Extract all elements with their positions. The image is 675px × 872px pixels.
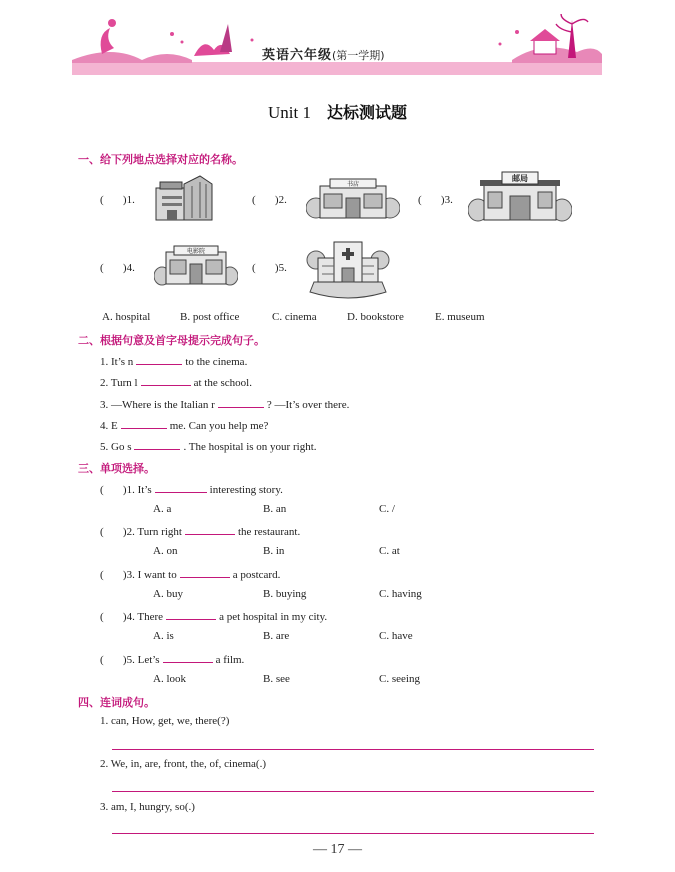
bookstore-building-image bbox=[306, 176, 400, 220]
fill-blank-4[interactable] bbox=[121, 418, 167, 429]
fill-blank-5[interactable] bbox=[134, 439, 180, 450]
mc-blank-3[interactable] bbox=[180, 567, 230, 578]
answer-blank-1[interactable]: ( )1. bbox=[100, 194, 135, 206]
mc-1-option-b: B. an bbox=[263, 503, 287, 515]
option-a: A. hospital bbox=[102, 311, 151, 323]
answer-line-1[interactable] bbox=[112, 749, 594, 750]
cinema-building-image bbox=[154, 244, 238, 286]
option-c: C. cinema bbox=[272, 311, 317, 323]
mc-blank-2[interactable] bbox=[185, 524, 235, 535]
mc-4-option-a: A. is bbox=[153, 630, 174, 642]
section-4-heading: 四、连词成句。 bbox=[78, 696, 155, 709]
mc-4-option-b: B. are bbox=[263, 630, 290, 642]
fill-sentence-4: 4. E me. Can you help me? bbox=[100, 420, 269, 432]
reorder-item-2: 2. We, in, are, front, the, of, cinema(.) bbox=[100, 758, 266, 770]
reorder-item-3: 3. am, I, hungry, so(.) bbox=[100, 801, 195, 813]
reorder-item-1: 1. can, How, get, we, there(?) bbox=[100, 715, 230, 727]
section-2-heading: 二、根据句意及首字母提示完成句子。 bbox=[78, 334, 265, 347]
post-office-building-image bbox=[468, 170, 572, 222]
fill-blank-3[interactable] bbox=[218, 397, 264, 408]
fill-blank-2[interactable] bbox=[141, 375, 191, 386]
option-e: E. museum bbox=[435, 311, 485, 323]
mc-question-3: ( )3. I want to a postcard. bbox=[100, 569, 281, 581]
bookstore-sign: 书店 bbox=[346, 181, 360, 188]
mc-question-4: ( )4. There a pet hospital in my city. bbox=[100, 611, 328, 623]
section-1-heading: 一、给下列地点选择对应的名称。 bbox=[78, 153, 243, 166]
mc-2-option-c: C. at bbox=[379, 545, 400, 557]
mc-question-1: ( )1. It’s interesting story. bbox=[100, 484, 283, 496]
mc-question-5: ( )5. Let’s a film. bbox=[100, 654, 245, 666]
mc-3-option-b: B. buying bbox=[263, 588, 307, 600]
fill-sentence-5: 5. Go s . The hospital is on your right. bbox=[100, 441, 317, 453]
answer-line-2[interactable] bbox=[112, 791, 594, 792]
mc-1-option-a: A. a bbox=[153, 503, 172, 515]
mc-2-option-b: B. in bbox=[263, 545, 285, 557]
mc-3-option-c: C. having bbox=[379, 588, 422, 600]
unit-heading bbox=[0, 100, 675, 123]
mc-3-option-a: A. buy bbox=[153, 588, 183, 600]
unit-label: Unit 1 bbox=[268, 103, 311, 122]
fill-sentence-2: 2. Turn l at the school. bbox=[100, 377, 252, 389]
mc-blank-4[interactable] bbox=[166, 609, 216, 620]
mc-question-2: ( )2. Turn right the restaurant. bbox=[100, 526, 301, 538]
answer-line-3[interactable] bbox=[112, 833, 594, 834]
mc-5-option-a: A. look bbox=[153, 673, 186, 685]
mc-blank-5[interactable] bbox=[163, 652, 213, 663]
mc-5-option-b: B. see bbox=[263, 673, 290, 685]
answer-blank-4[interactable]: ( )4. bbox=[100, 262, 135, 274]
mc-4-option-c: C. have bbox=[379, 630, 413, 642]
hospital-building-image bbox=[306, 234, 390, 302]
cinema-sign: 电影院 bbox=[186, 248, 206, 255]
option-b: B. post office bbox=[180, 311, 240, 323]
fill-sentence-3: 3. —Where is the Italian r ? —It’s over there. bbox=[100, 399, 350, 411]
museum-building-image bbox=[154, 174, 216, 224]
answer-blank-3[interactable]: ( )3. bbox=[418, 194, 453, 206]
unit-title: 达标测试题 bbox=[326, 103, 407, 122]
book-title: 英语六年级(第一学期) bbox=[262, 48, 385, 63]
page-number: — 17 — bbox=[313, 842, 362, 857]
mc-2-option-a: A. on bbox=[153, 545, 178, 557]
answer-blank-2[interactable]: ( )2. bbox=[252, 194, 287, 206]
answer-blank-5[interactable]: ( )5. bbox=[252, 262, 287, 274]
fill-sentence-1: 1. It’s n to the cinema. bbox=[100, 356, 248, 368]
post-office-sign: 邮局 bbox=[512, 174, 528, 183]
mc-blank-1[interactable] bbox=[155, 482, 207, 493]
option-d: D. bookstore bbox=[347, 311, 404, 323]
mc-1-option-c: C. / bbox=[379, 503, 395, 515]
section-3-heading: 三、单项选择。 bbox=[78, 462, 155, 475]
mc-5-option-c: C. seeing bbox=[379, 673, 420, 685]
fill-blank-1[interactable] bbox=[136, 354, 182, 365]
